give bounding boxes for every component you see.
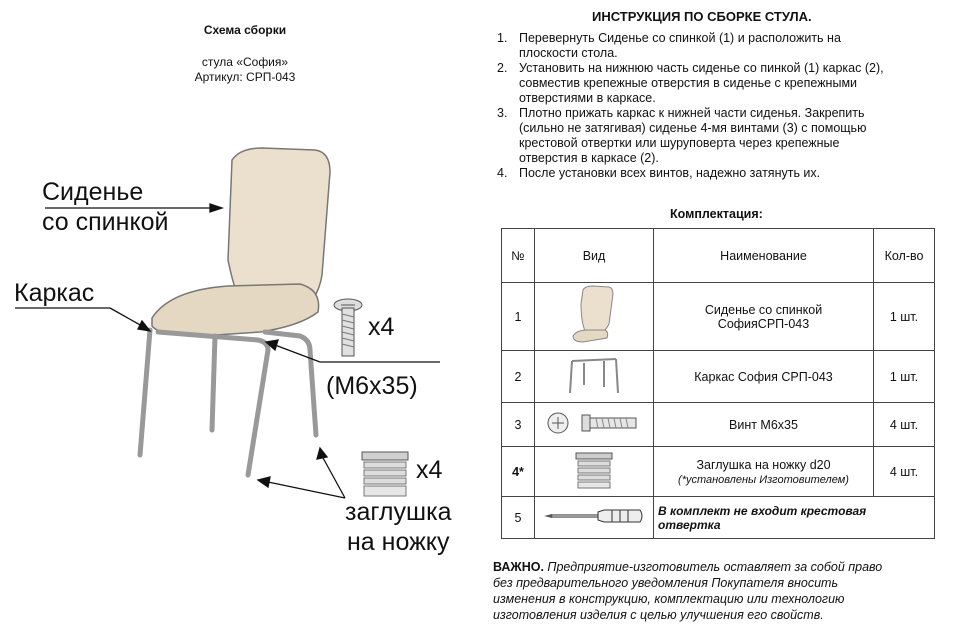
- screw-side-icon: [546, 408, 642, 438]
- row-note: В комплект не входит крестовая отвертка: [654, 497, 935, 539]
- col-qty-header: Кол-во: [874, 229, 935, 283]
- col-name-header: Наименование: [654, 229, 874, 283]
- row-qty: 4 шт.: [874, 447, 935, 497]
- instructions-list: [497, 31, 957, 181]
- table-row: [502, 351, 935, 403]
- assembly-diagram: [0, 100, 480, 560]
- seat-icon: [569, 284, 619, 346]
- label-frame: Каркас: [14, 279, 95, 307]
- label-cap-qty: x4: [416, 456, 443, 484]
- col-num-header: №: [502, 229, 535, 283]
- cap-icon: [572, 450, 616, 490]
- label-seat-line1: Сиденье: [42, 178, 144, 206]
- screwdriver-icon: [542, 504, 646, 528]
- col-view-header: Вид: [535, 229, 654, 283]
- row-qty: 1 шт.: [874, 283, 935, 351]
- warning-note: ВАЖНО. Предприятие-изготовитель оставляет за собой право без предварительного уведомления Покупателя вносить изменения в конструкцию, комплектацию или технологию изготовления изделия с целью улучшения его свойств.: [493, 560, 883, 622]
- diagram-subtitle: стула «София»: [201, 55, 289, 69]
- screw-icon: [334, 299, 362, 356]
- seat-thumbnail: [535, 283, 654, 351]
- step-item: 4. После установки всех винтов, надежно затянуть их.: [497, 166, 821, 180]
- row-qty: 4 шт.: [874, 403, 935, 447]
- frame-thumbnail: [535, 351, 654, 403]
- row-num: 5: [502, 497, 535, 539]
- row-qty: 1 шт.: [874, 351, 935, 403]
- label-seat-line2: со спинкой: [42, 208, 169, 236]
- cap-thumbnail: [535, 447, 654, 497]
- table-row: [502, 403, 935, 447]
- row-name: Винт М6х35: [654, 403, 874, 447]
- table-row: [502, 283, 935, 351]
- row-name: Каркас София СРП-043: [654, 351, 874, 403]
- screw-thumbnail: [535, 403, 654, 447]
- step-item: 1. Перевернуть Сиденье со спинкой (1) и расположить на плоскости стола.: [497, 31, 841, 60]
- row-num: 2: [502, 351, 535, 403]
- row-name: Заглушка на ножку d20 (*установлены Изготовителем): [654, 447, 874, 497]
- chair-frame: [140, 330, 316, 475]
- chair-seat: [152, 284, 319, 336]
- label-screw-qty: x4: [368, 313, 395, 341]
- label-cap-line1: заглушка: [345, 498, 452, 526]
- label-cap-line2: на ножку: [347, 528, 450, 556]
- table-header-row: [502, 229, 935, 283]
- row-num: 4*: [502, 447, 535, 497]
- instructions-title: ИНСТРУКЦИЯ ПО СБОРКЕ СТУЛА.: [592, 9, 812, 24]
- diagram-title: Схема сборки: [203, 23, 287, 37]
- row-num: 3: [502, 403, 535, 447]
- row-name: Сиденье со спинкой СофияСРП-043: [654, 283, 874, 351]
- step-item: 3. Плотно прижать каркас к нижней части сиденья. Закрепить (сильно не затягивая) сиденье 4-мя винтами (3) с помощью крестовой отвертки или шуруповерта через крепежные отверстия в каркасе (2).: [497, 106, 867, 165]
- step-item: 2. Установить на нижнюю часть сиденье со пинкой (1) каркас (2), совместив крепежные отверстия в сиденье с крепежными отверстиями в каркасе.: [497, 61, 884, 105]
- table-row: [502, 497, 935, 539]
- frame-icon: [564, 353, 624, 397]
- table-row: [502, 447, 935, 497]
- article-number: Артикул: СРП-043: [194, 70, 296, 84]
- row-num: 1: [502, 283, 535, 351]
- label-screw-size: (М6х35): [326, 372, 418, 400]
- kit-table: [501, 228, 935, 539]
- leg-cap-icon: [362, 452, 408, 496]
- kit-title: Комплектация:: [670, 207, 763, 221]
- screwdriver-thumbnail: [535, 497, 654, 539]
